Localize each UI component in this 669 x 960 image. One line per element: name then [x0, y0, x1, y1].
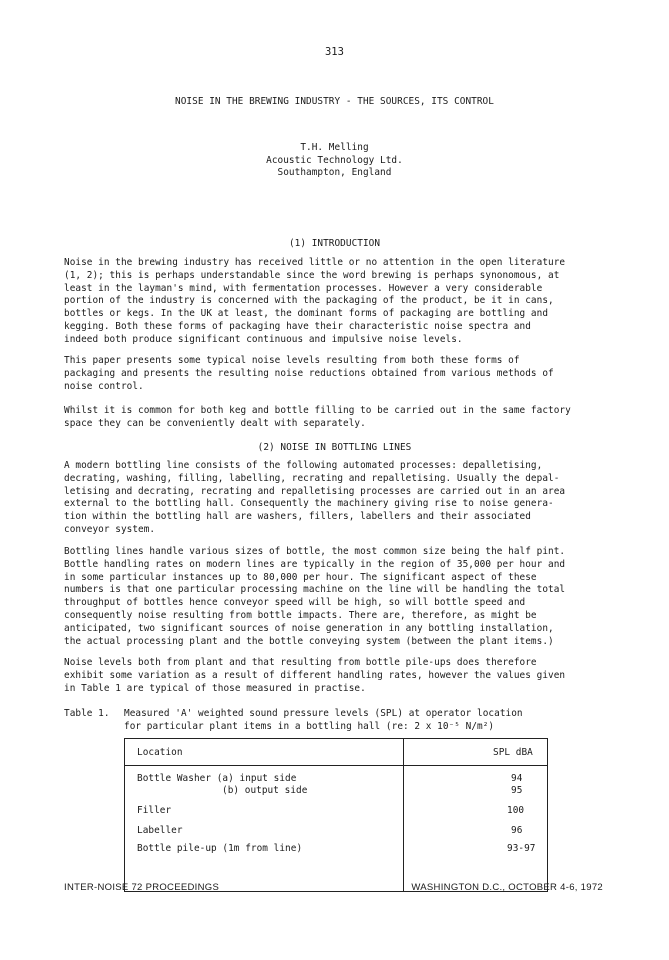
footer-location-date: WASHINGTON D.C., OCTOBER 4-6, 1972: [411, 882, 603, 893]
section-heading-bottling: (2) NOISE IN BOTTLING LINES: [257, 442, 412, 453]
paragraph-intro-1: Noise in the brewing industry has received little or no attention in the open literature (1, 2); this is perhaps understandable since the word brewing is perhaps synonomous, at least in the layman's mind, with fermentation processes. However a very considerable portion of the industry is concerned with the packaging of the product, be it in cans, bottles or kegs. In the UK at least, the dominant forms of packaging are bottling and kegging. Both these forms of packaging have their characteristic noise spectra and indeed both produce significant continuous and impulsive noise levels.: [64, 257, 566, 345]
table-header: [125, 739, 547, 766]
table-row-spl: 93-97: [507, 843, 536, 854]
page-number: 313: [324, 46, 345, 58]
table-row-spl: 95: [511, 785, 523, 796]
table-caption-text: Measured 'A' weighted sound pressure levels (SPL) at operator location for particular plant items in a bottling hall (re: 2 x 10⁻⁵ N/m²): [124, 708, 523, 732]
column-header-location: Location: [137, 747, 183, 758]
table-row-location: Bottle Washer (a) input side: [137, 773, 297, 784]
column-header-spl: SPL dBA: [493, 747, 533, 758]
table-row-location: Filler: [137, 805, 172, 816]
table-row-location: Labeller: [137, 825, 183, 836]
table-divider: [403, 739, 404, 891]
table-row-spl: 100: [507, 805, 525, 816]
table-label: Table 1.: [64, 708, 110, 719]
paper-title: NOISE IN THE BREWING INDUSTRY - THE SOURCES, ITS CONTROL: [175, 96, 494, 107]
table-row-location: Bottle pile-up (1m from line): [137, 843, 303, 854]
spl-table: [124, 738, 548, 892]
author-name: T.H. Melling: [300, 142, 369, 153]
author-block: [0, 142, 669, 180]
paragraph-intro-3: Whilst it is common for both keg and bottle filling to be carried out in the same factory space they can be conveniently dealt with separately.: [64, 405, 571, 429]
footer-proceedings: INTER-NOISE 72 PROCEEDINGS: [64, 882, 220, 893]
paragraph-bottling-3: Noise levels both from plant and that resulting from bottle pile-ups does therefore exhibit some variation as a result of different handling rates, however the values given in Table 1 are typical of those measured in practise.: [64, 657, 566, 694]
paragraph-intro-2: This paper presents some typical noise levels resulting from both these forms of packaging and presents the resulting noise reductions obtained from various methods of noise control.: [64, 355, 554, 392]
author-location: Southampton, England: [277, 167, 392, 178]
table-row-spl: 94: [511, 773, 523, 784]
table-row-location: (b) output side: [222, 785, 308, 796]
author-affiliation: Acoustic Technology Ltd.: [266, 154, 403, 166]
table-row-spl: 96: [511, 825, 523, 836]
paragraph-bottling-1: A modern bottling line consists of the following automated processes: depalletising, decrating, washing, filling, labelling, recrating and repalletising. Usually the depal- letising and decrating, recrating and repalletising processes are carried out in an area external to the bottling hall. Consequently the machinery giving rise to noise genera- tion within the bottling hall are washers, fillers, labellers and their associated conveyor system.: [64, 460, 566, 535]
section-heading-introduction: (1) INTRODUCTION: [288, 238, 381, 249]
paragraph-bottling-2: Bottling lines handle various sizes of bottle, the most common size being the half pint. Bottle handling rates on modern lines are typically in the region of 35,000 per hour and in some particular instances up to 80,000 per hour. The significant aspect of these numbers is that one particular processing machine on the line will be handling the total throughput of bottles hence conveyor speed will be high, so will bottle speed and consequently noise resulting from bottle impacts. There are, therefore, as might be anticipated, two significant sources of noise generation in any bottling installation, the actual processing plant and the bottle conveying system (between the plant items.): [64, 546, 566, 647]
